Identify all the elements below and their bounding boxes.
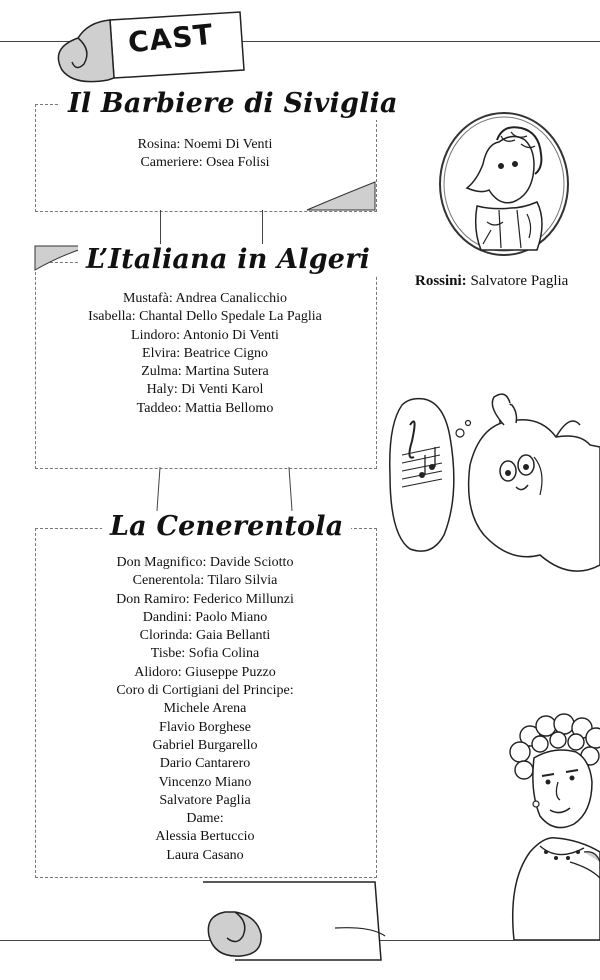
rossini-role: Rossini: [415,273,467,289]
cast-entry: Rosina: Noemi Di Venti [137,137,273,152]
cast-entry: Michele Arena [163,701,247,717]
cast-entry: Cameriere: Osea Folisi [140,155,270,171]
bottom-scroll-icon [195,876,395,966]
cast-entry: Salvatore Paglia [159,792,251,808]
section-title-barbiere: Il Barbiere di Siviglia [60,88,406,120]
connector-line [262,210,263,248]
cast-entry: Tisbe: Sofia Colina [150,646,260,662]
cast-entry: Vincenzo Miano [158,774,252,790]
cast-entry: Flavio Borghese [159,719,251,735]
cast-entry: Don Ramiro: Federico Millunzi [116,591,294,607]
rossini-actor: Salvatore Paglia [470,273,569,289]
cast-entry: Zulma: Martina Sutera [141,364,269,380]
cast-entry: Haly: Di Venti Karol [146,382,264,398]
connector-line [156,467,160,511]
rossini-caricature-icon [437,110,572,258]
cast-entry: Dario Cantarero [159,756,251,772]
section-title-italiana: L’Italiana in Algeri [78,244,378,276]
cast-entry: Isabella: Chantal Dello Spedale La Paglia [88,309,322,325]
cast-entry: Coro di Cortigiani del Principe: [116,683,294,699]
cast-heading: CAST [126,17,215,60]
cast-entry: Laura Casano [166,847,244,863]
cast-entry: Lindoro: Antonio Di Venti [131,327,279,343]
curly-haired-lady-icon [500,712,600,940]
cast-entry: Alessia Bertuccio [155,829,255,845]
cast-entry: Gabriel Burgarello [152,737,258,753]
cast-entry: Cenerentola: Tilaro Silvia [132,573,278,589]
cat-music-sheet-icon [380,385,600,585]
cast-entry: Dame: [186,811,224,827]
connector-line [288,467,292,511]
rossini-credit [415,273,568,290]
section-title-cenerentola: La Cenerentola [102,511,351,543]
cast-entry: Dandini: Paolo Miano [142,609,268,625]
cast-entry: Clorinda: Gaia Bellanti [139,628,271,644]
cast-list-cenerentola [35,554,375,865]
folded-corner-icon [305,180,377,212]
connector-line [160,210,161,248]
cast-entry: Mustafà: Andrea Canalicchio [122,291,288,306]
cast-list-barbiere [35,136,375,173]
cast-entry: Alidoro: Giuseppe Puzzo [134,664,276,680]
cast-list-italiana [35,290,375,418]
cast-entry: Taddeo: Mattia Bellomo [136,400,274,416]
cast-entry: Don Magnifico: Davide Sciotto [116,555,294,570]
cast-entry: Elvira: Beatrice Cigno [142,345,268,361]
